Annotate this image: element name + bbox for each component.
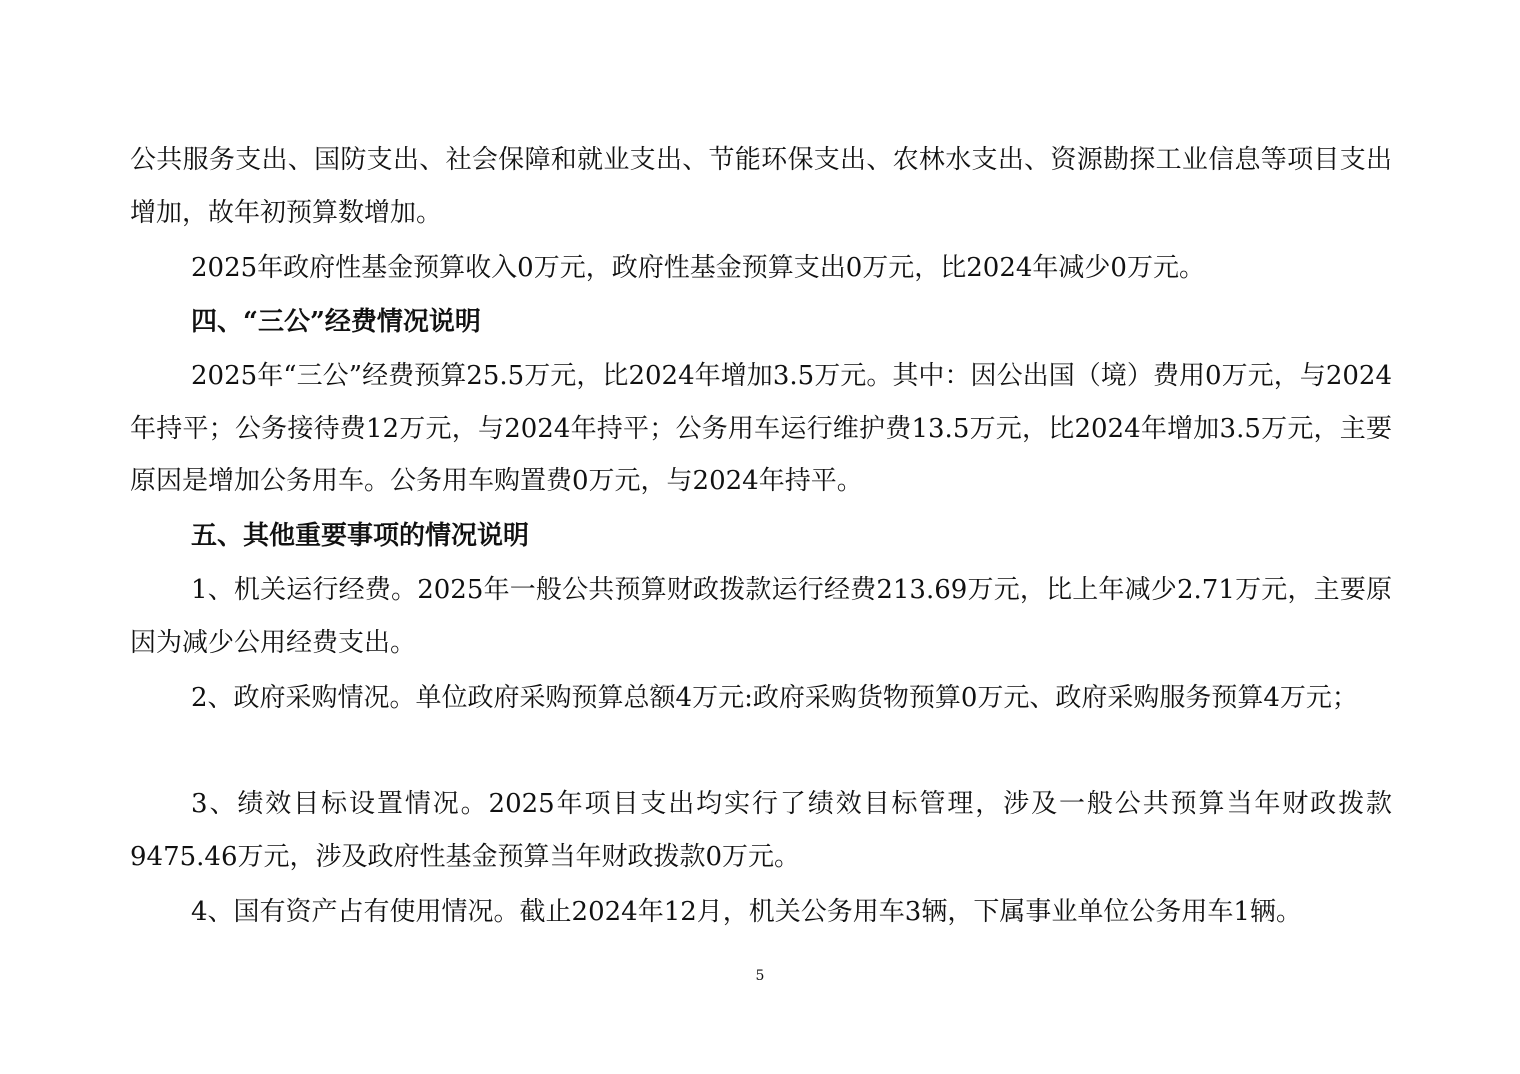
heading-section-five: 五、其他重要事项的情况说明	[191, 521, 530, 551]
paragraph-three-public-expenses: 2025年“三公”经费预算25.5万元，比2024年增加3.5万元。其中：因公出国（境）费用0万元，与2024年持平；公务接待费12万元，与2024年持平；公务用车运行维护费13.5万元，比2024年增加3.5万元，主要原因是增加公务用车。公务用车购置费0万元，与2024年持平。	[130, 361, 1392, 496]
heading-section-four: 四、“三公”经费情况说明	[191, 307, 481, 337]
page-number: 5	[755, 968, 765, 984]
paragraph-state-assets: 4、国有资产占有使用情况。截止2024年12月，机关公务用车3辆，下属事业单位公务用车1辆。	[191, 897, 1302, 927]
paragraph-operating-expenses: 1、机关运行经费。2025年一般公共预算财政拨款运行经费213.69万元，比上年减少2.71万元，主要原因为减少公用经费支出。	[130, 575, 1392, 658]
paragraph-government-fund-budget: 2025年政府性基金预算收入0万元，政府性基金预算支出0万元，比2024年减少0万元。	[191, 253, 1205, 283]
paragraph-performance-targets: 3、绩效目标设置情况。2025年项目支出均实行了绩效目标管理，涉及一般公共预算当年财政拨款9475.46万元，涉及政府性基金预算当年财政拨款0万元。	[130, 789, 1392, 872]
paragraph-continued-expenditure: 公共服务支出、国防支出、社会保障和就业支出、节能环保支出、农林水支出、资源勘探工业信息等项目支出增加，故年初预算数增加。	[130, 145, 1392, 228]
paragraph-procurement: 2、政府采购情况。单位政府采购预算总额4万元:政府采购货物预算0万元、政府采购服务预算4万元；	[191, 683, 1358, 713]
